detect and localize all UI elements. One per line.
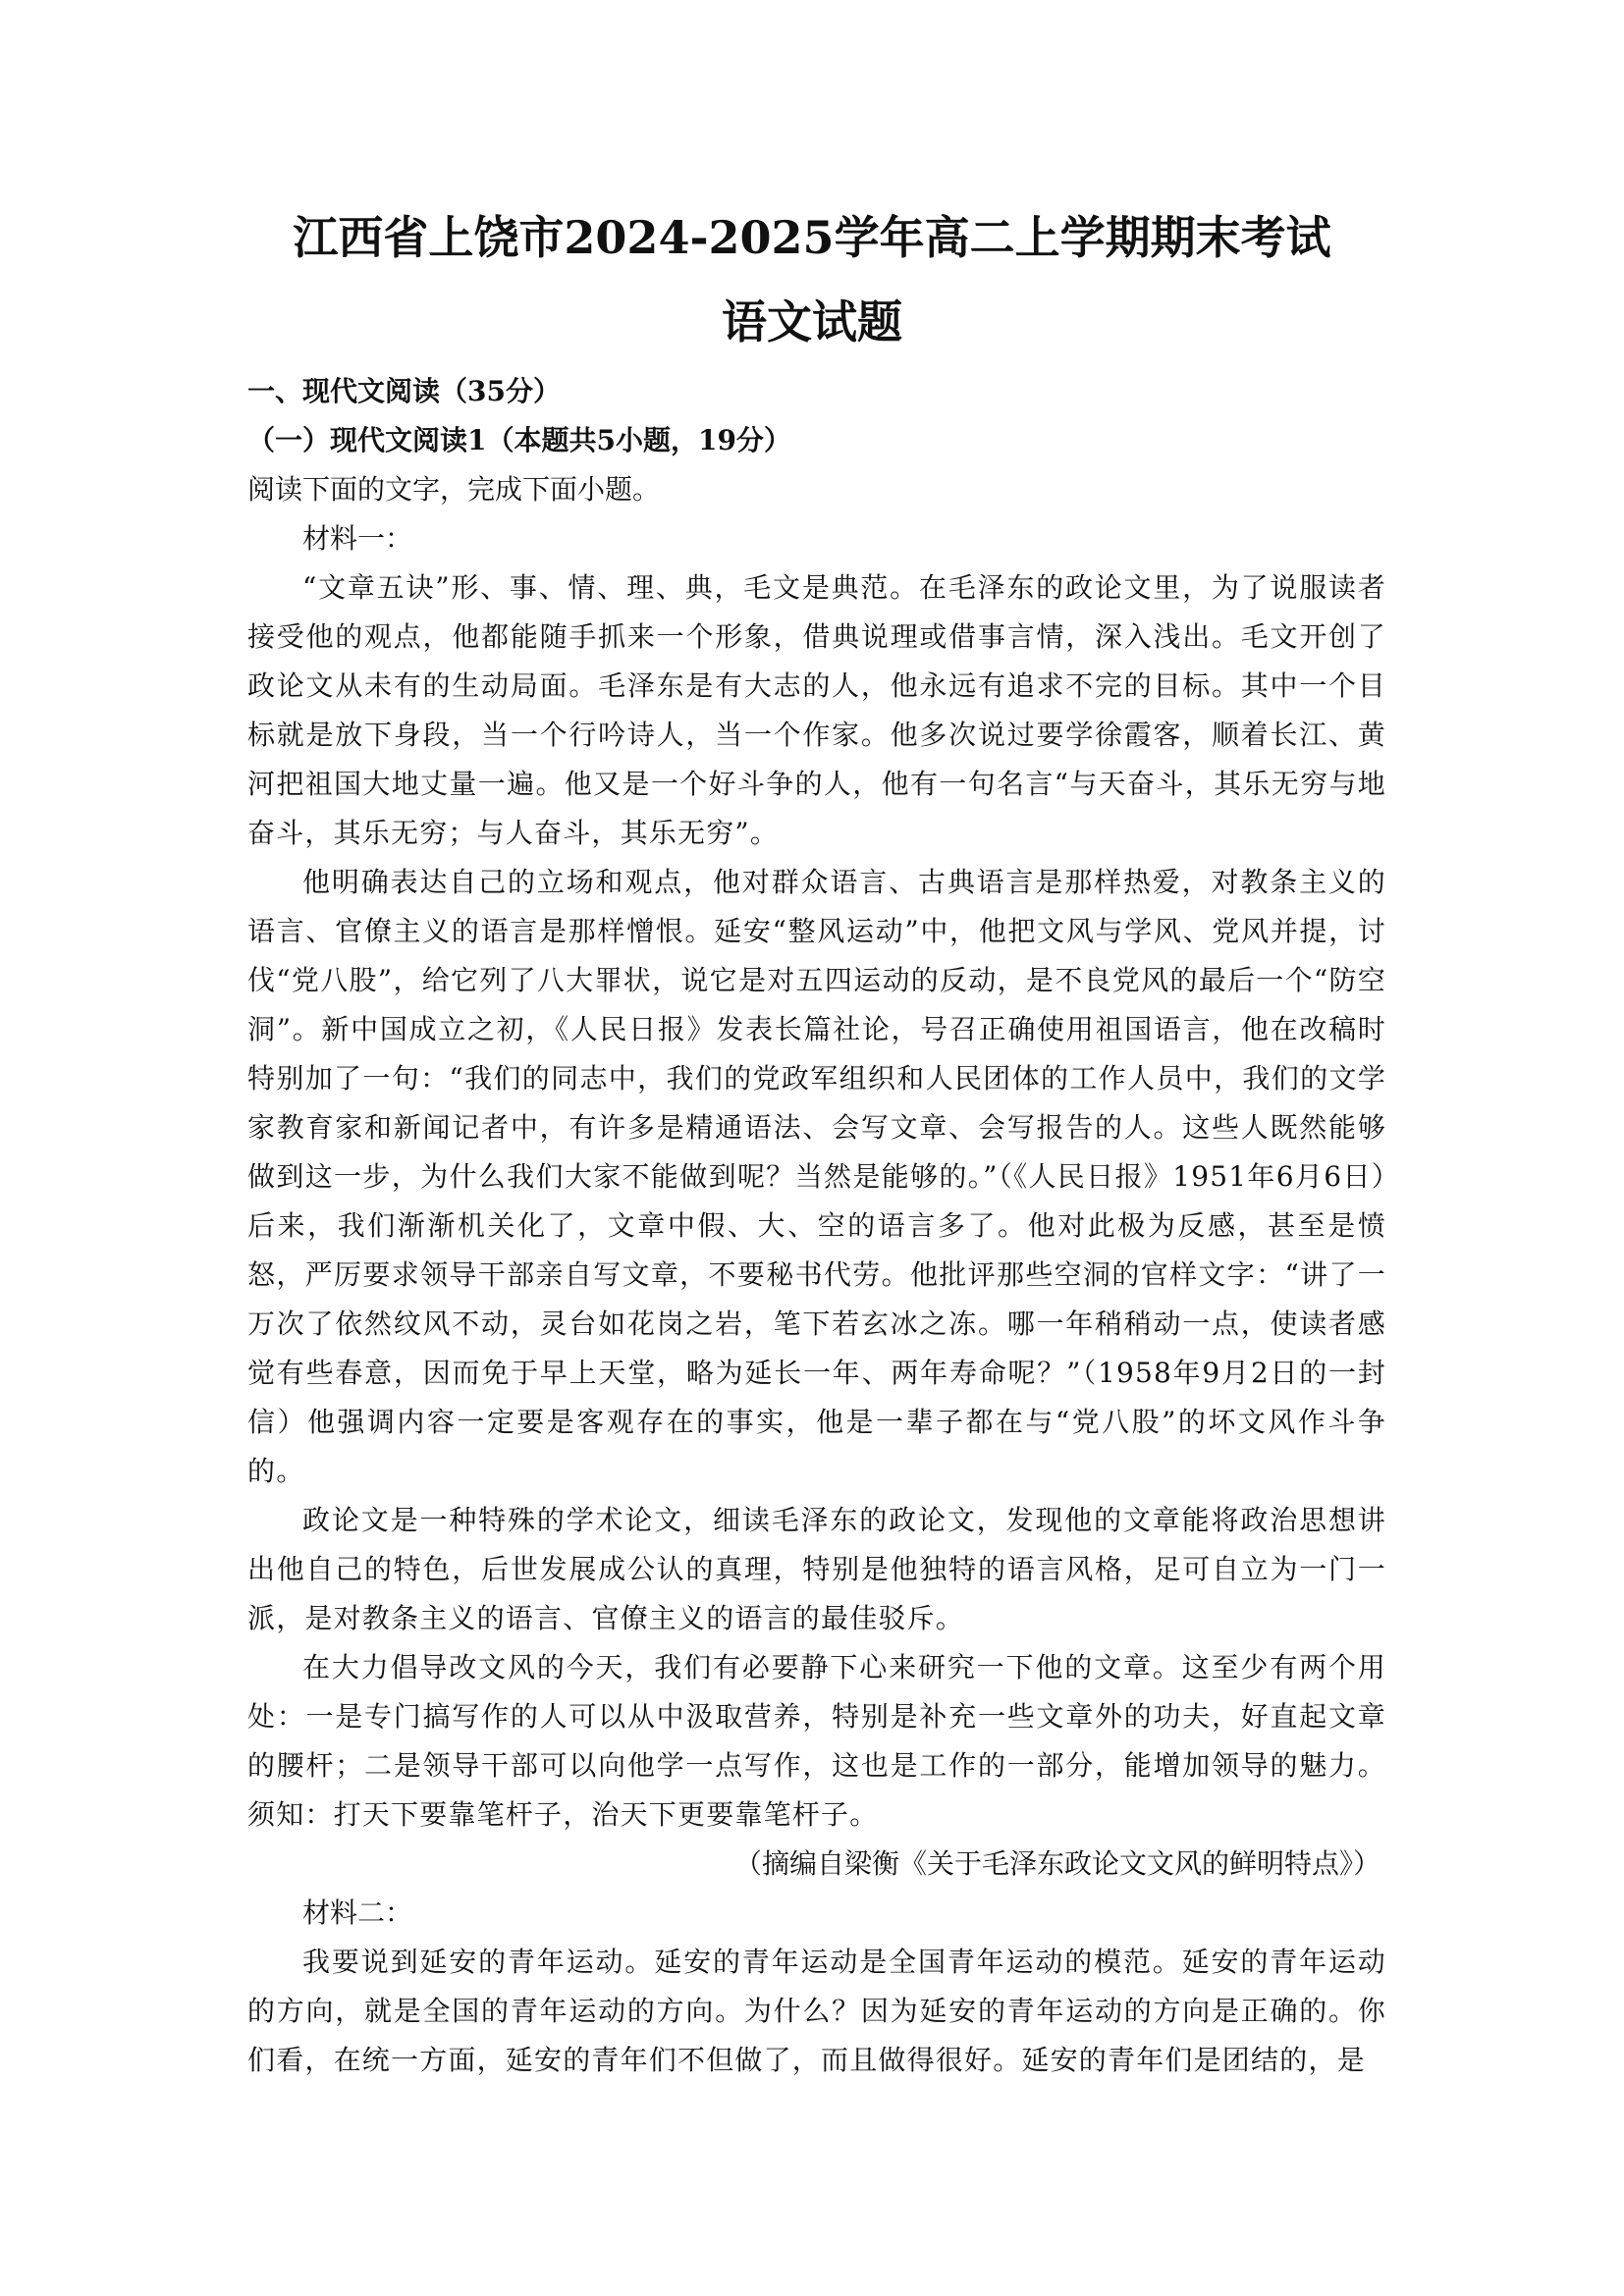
reading-instruction: 阅读下面的文字，完成下面小题。	[247, 473, 661, 506]
material-one-paragraph: “文章五诀”形、事、情、理、典，毛文是典范。在毛泽东的政论文里，为了说服读者接受他的观点，他都能随手抓来一个形象，借典说理或借事言情，深入浅出。毛文开创了政论文从未有的生动局面。毛泽东是有大志的人，他永远有追求不完的目标。其中一个目标就是放下身段，当一个行吟诗人，当一个作家。他多次说过要学徐霞客，顺着长江、黄河把祖国大地丈量一遍。他又是一个好斗争的人，他有一句名言“与天奋斗，其乐无穷与地奋斗，其乐无穷；与人奋斗，其乐无穷”。	[247, 571, 1386, 849]
section-heading: 一、现代文阅读（35分）	[247, 375, 561, 407]
material-two-label: 材料二：	[302, 1896, 413, 1929]
page-subtitle: 语文试题	[722, 295, 902, 348]
page-title: 江西省上饶市2024-2025学年高二上学期期末考试	[293, 211, 1331, 264]
material-one-source: （摘编自梁衡《关于毛泽东政论文文风的鲜明特点》）	[733, 1847, 1380, 1880]
material-one-paragraph: 他明确表达自己的立场和观点，他对群众语言、古典语言是那样热爱，对教条主义的语言、官僚主义的语言是那样憎恨。延安“整风运动”中，他把文风与学风、党风并提，讨伐“党八股”，给它列了八大罪状，说它是对五四运动的反动，是不良党风的最后一个“防空洞”。新中国成立之初，《人民日报》发表长篇社论，号召正确使用祖国语言，他在改稿时特别加了一句：“我们的同志中，我们的党政军组织和人民团体的工作人员中，我们的文学家教育家和新闻记者中，有许多是精通语法、会写文章、会写报告的人。这些人既然能够做到这一步，为什么我们大家不能做到呢？当然是能够的。”（《人民日报》1951年6月6日）后来，我们渐渐机关化了，文章中假、大、空的语言多了。他对此极为反感，甚至是愤怒，严厉要求领导干部亲自写文章，不要秘书代劳。他批评那些空洞的官样文字：“讲了一万次了依然纹风不动，灵台如花岗之岩，笔下若玄冰之冻。哪一年稍稍动一点，使读者感觉有些春意，因而免于早上天堂，略为延长一年、两年寿命呢？”（1958年9月2日的一封信）他强调内容一定要是客观存在的事实，他是一辈子都在与“党八股”的坏文风作斗争的。	[247, 866, 1386, 1487]
material-two-paragraph: 我要说到延安的青年运动。延安的青年运动是全国青年运动的模范。延安的青年运动的方向，就是全国的青年运动的方向。为什么？因为延安的青年运动的方向是正确的。你们看，在统一方面，延安的青年们不但做了，而且做得很好。延安的青年们是团结的，是	[247, 1946, 1386, 2076]
material-one-paragraph: 政论文是一种特殊的学术论文，细读毛泽东的政论文，发现他的文章能将政治思想讲出他自己的特色，后世发展成公认的真理，特别是他独特的语言风格，足可自立为一门一派，是对教条主义的语言、官僚主义的语言的最佳驳斥。	[247, 1504, 1386, 1634]
subsection-heading: （一）现代文阅读1（本题共5小题，19分）	[247, 424, 791, 456]
body-content	[247, 367, 1386, 2085]
material-one-paragraph: 在大力倡导改文风的今天，我们有必要静下心来研究一下他的文章。这至少有两个用处：一是专门搞写作的人可以从中汲取营养，特别是补充一些文章外的功夫，好直起文章的腰杆；二是领导干部可以向他学一点写作，这也是工作的一部分，能增加领导的魅力。须知：打天下要靠笔杆子，治天下更要靠笔杆子。	[247, 1651, 1386, 1831]
material-one-label: 材料一：	[302, 522, 413, 555]
